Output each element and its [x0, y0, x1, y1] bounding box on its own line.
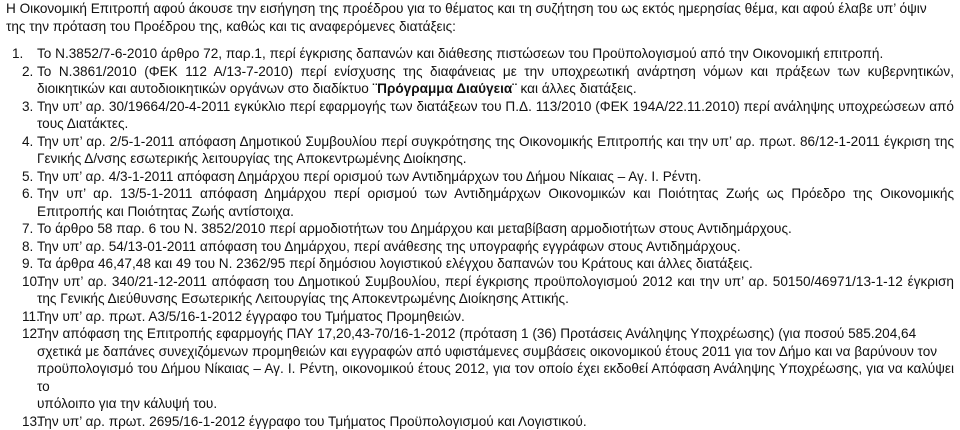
item-text: Την υπ’ αρ. 54/13-01-2011 απόφαση του Δημάρχου, περί ανάθεσης της υπογραφής εγγράφων στους Αντιδημάρχους.: [37, 239, 741, 254]
list-item: [6, 45, 954, 63]
item-number: 1.: [12, 45, 31, 63]
item-number: 4.: [6, 133, 34, 151]
list-item: [6, 273, 954, 308]
item-text: Την υπ’ αρ. πρωτ. Α3/5/16-1-2012 έγγραφο του Τμήματος Προμηθειών.: [37, 309, 465, 324]
item-text-line: Την απόφαση της Επιτροπής εφαρμογής ΠΑΥ 17,20,43-70/16-1-2012 (πρόταση 1 (36) Προτάσεις Ανάληψης Υποχρέωσης) (για ποσού 585.204,64: [37, 326, 916, 341]
intro-line-2: της την πρόταση του Προέδρου της, καθώς και τις αναφερόμενες διατάξεις:: [6, 19, 456, 34]
list-item: [6, 238, 954, 256]
list-item: [6, 98, 954, 133]
item-text-line: προϋπολογισμό του Δήμου Νίκαιας – Αγ. Ι. Ρέντη, οικονομικού έτους 2012, για τον οποίο έχει εκδοθεί Απόφαση Ανάληψης Υποχρέωσης, για να καλύψει το: [37, 361, 954, 394]
intro-paragraph: [6, 0, 954, 35]
item-text: Την υπ’ αρ. 30/19664/20-4-2011 εγκύκλιο περί εφαρμογής των διατάξεων του Π.Δ. 113/2010 (ΦΕΚ 194Α/22.11.2010) περί ανάληψης υποχρεώσεων από τους Διατάκτες.: [37, 99, 954, 132]
item-number: 9.: [6, 255, 34, 273]
item-text-line: σχετικά με δαπάνες συνεχιζόμενων προμηθειών και εγγραφών από υφιστάμενες συμβάσεις οικονομικού έτους 2011 για τον Δήμο και να βαρύνουν τον: [37, 344, 937, 359]
list-item: [6, 133, 954, 168]
item-number: 10.: [6, 273, 34, 291]
item-text: Τα άρθρα 46,47,48 και 49 του Ν. 2362/95 περί δημόσιου λογιστικού ελέγχου δαπανών του Κράτους και άλλες διατάξεις.: [37, 256, 753, 271]
list-item: [6, 255, 954, 273]
item-number: 12.: [6, 325, 34, 343]
list-item: [6, 220, 954, 238]
item-number: 11.: [6, 308, 34, 326]
item-number: 13.: [6, 413, 34, 430]
item-text-line: υπόλοιπο για την κάλυψή του.: [37, 396, 217, 411]
item-text-bold: ¨Πρόγραμμα Διαύγεια¨: [373, 81, 517, 96]
item-text: Την υπ’ αρ. πρωτ. 2695/16-1-2012 έγγραφο του Τμήματος Προϋπολογισμού και Λογιστικού.: [37, 414, 587, 429]
item-text: Το Ν.3861/2010 (ΦΕΚ 112 Α/13-7-2010) περί ενίσχυσης της διαφάνειας με την υποχρεωτική ανάρτηση νόμων και πράξεων των κυβερνητικών, διοικητικών και αυτοδιοικητικών οργάνων στο διαδίκτυο: [37, 64, 954, 97]
list-item: [6, 308, 954, 326]
item-number: 6.: [6, 185, 34, 203]
item-number: 5.: [6, 168, 34, 186]
item-text-end: και άλλες διατάξεις.: [517, 81, 637, 96]
list-item: [6, 185, 954, 220]
item-text: Το Ν.3852/7-6-2010 άρθρο 72, παρ.1, περί έγκρισης δαπανών και διάθεσης πιστώσεων του Προϋπολογισμού από την Οικονομική επιτροπή.: [37, 46, 883, 61]
item-number: 3.: [6, 98, 34, 116]
list-item: [6, 168, 954, 186]
list-item: [6, 325, 954, 413]
item-number: 2.: [6, 63, 34, 81]
item-text: Την υπ’ αρ. 13/5-1-2011 απόφαση Δημάρχου περί ορισμού των Αντιδημάρχων Οικονομικών και Ποιότητας Ζωής ως Πρόεδρο της Οικονομικής Επιτροπής και Ποιότητας Ζωής αντίστοιχα.: [37, 186, 954, 219]
considerations-list: [6, 45, 954, 430]
list-item: [6, 413, 954, 430]
item-number: 8.: [6, 238, 34, 256]
item-text: Την υπ’ αρ. 2/5-1-2011 απόφαση Δημοτικού Συμβουλίου περί συγκρότησης της Οικονομικής Επιτροπής και την υπ’ αρ. πρωτ. 86/12-1-2011 έγκριση της Γενικής Δ/νσης εσωτερικής λειτουργίας της Αποκεντρωμένης Διοίκησης.: [37, 134, 954, 167]
list-item: [6, 63, 954, 98]
item-text: Την υπ’ αρ. 4/3-1-2011 απόφαση Δημάρχου περί ορισμού των Αντιδημάρχων του Δήμου Νίκαιας – Αγ. Ι. Ρέντη.: [37, 169, 701, 184]
intro-line-1: Η Οικονομική Επιτροπή αφού άκουσε την εισήγηση της προέδρου για το θέματος και τη συζήτηση του ως εκτός ημερησίας θέμα, και αφού έλαβε υπ’ όψιν: [6, 1, 927, 16]
item-text: Την υπ’ αρ. 340/21-12-2011 απόφαση του Δημοτικού Συμβουλίου, περί έγκρισης προϋπολογισμού 2012 και την υπ’ αρ. 50150/46971/13-1-12 έγκριση της Γενικής Διεύθυνσης Εσωτερικής Λειτουργίας της Αποκεντρωμένης Διοίκησης Αττικής.: [37, 274, 954, 307]
item-number: 7.: [6, 220, 34, 238]
item-text: Το άρθρο 58 παρ. 6 του Ν. 3852/2010 περί αρμοδιοτήτων του Δημάρχου και μεταβίβαση αρμοδιοτήτων στους Αντιδημάρχους.: [37, 221, 792, 236]
